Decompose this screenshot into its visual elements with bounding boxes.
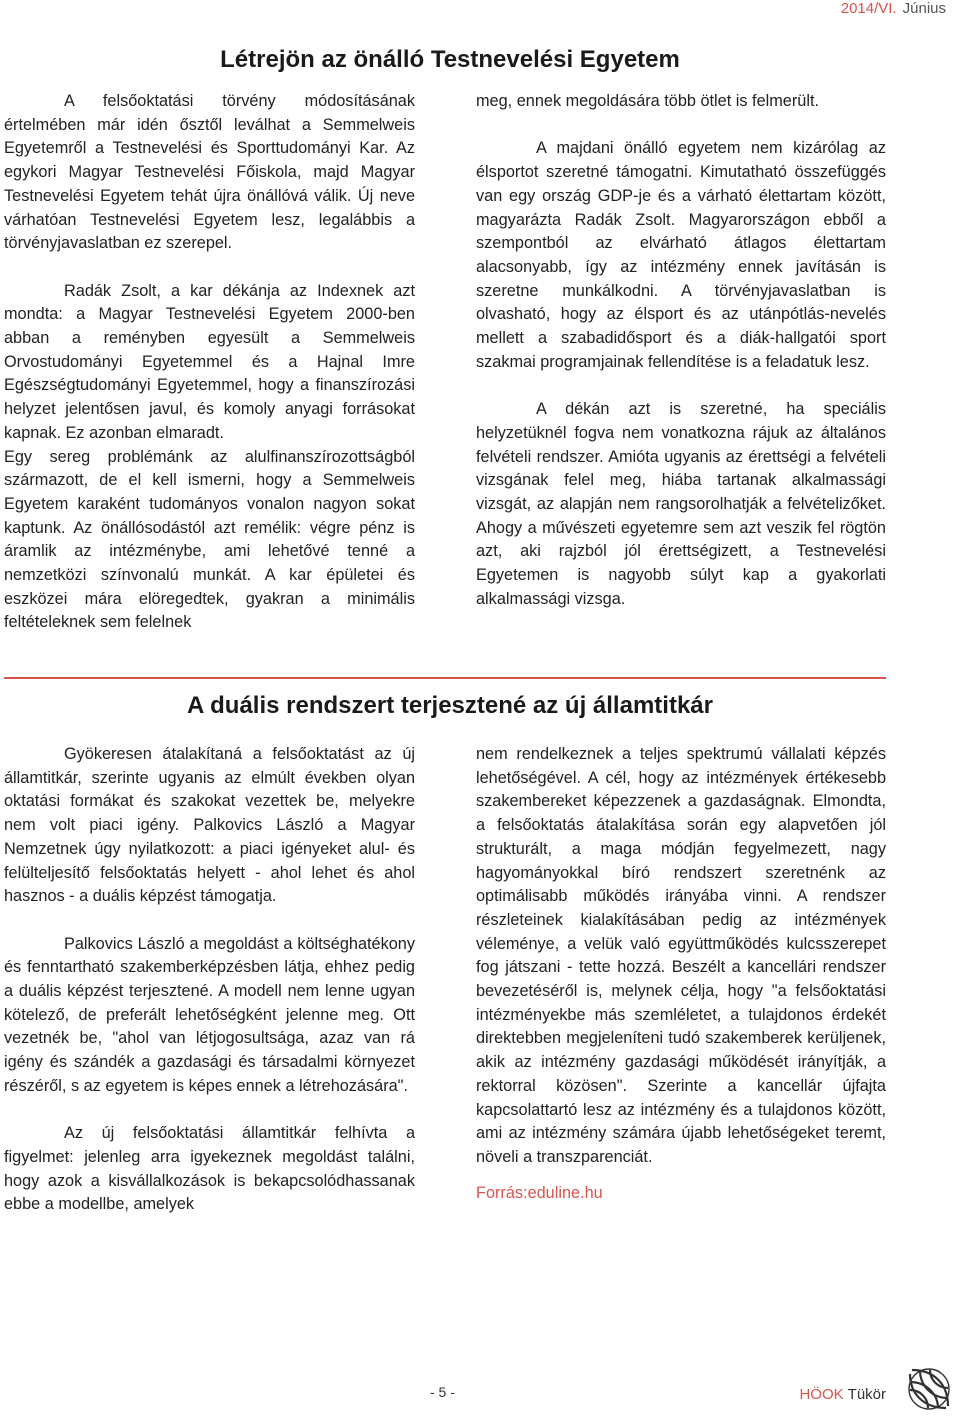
article1-paragraph: Egy sereg problémánk az alulfinanszírozottságból származott, de el kell ismerni, hogy a Semmelweis Egyetem karaként tudományos vonalon nagyon sokat kaptunk. Az önállósodástól azt remélik: végre pénz is áramlik az intézménybe, ami lehetővé tenné a nemzetközi színvonalú munkát. A kar épületei és eszközei mára elöregedtek, gyakran a minimális feltételeknek sem felelnek [4, 447, 415, 632]
article1-left-column [4, 90, 415, 635]
issue-date [841, 0, 946, 18]
article2-paragraph: nem rendelkeznek a teljes spektrumú vállalati képzés lehetőségével. A cél, hogy az intézmények értékesebb szakembereket képezzenek a gazdaságnak. Elmondta, a felsőoktatás átalakítása során egy alapvetően jól strukturált, a maga módján fegyelmezett, nagy hagyományokkal bíró rendszert szeretnénk az optimálisabb működés irányába vinni. A rendszer részleteinek kialakításában pedig az intézmények véleménye, a velük való együttműködés kulcsszerepet fog játszani - tette hozzá. Beszélt a kancellári rendszer bevezetéséről is, melynek célja, hogy "a felsőoktatási intézményekbe más szemléletet, a tulajdonos érdekét direktebben megjeleníteni tudó szakemberek kerüljenek, akik az intézmény gazdasági működését irányítják, a rektorral közösen". Szerinte a kancellár újfajta kapcsolattartó lesz az intézmény és a tulajdonos között, ami az intézmény számára újabb lehetőségeket teremt, növeli a transzparenciát. [476, 745, 886, 1166]
article2-paragraph: Palkovics László a megoldást a költséghatékony és fenntartható szakemberképzésben látja, ehhez pedig a duális képzést terjesztené. A modell nem lenne ugyan kötelező, de preferált lehetőségként jelenne meg. Ott vezetnék be, "ahol van létjogosultsága, azaz van rá igény és szándék a gazdasági és társadalmi környezet részéről, s az egyetem is képes ennek a létrehozására". [4, 934, 415, 1095]
article2-title: A duális rendszert terjesztené az új államtitkár [187, 692, 713, 719]
article2-left-column [4, 743, 415, 1217]
article1-title: Létrejön az önálló Testnevelési Egyetem [220, 46, 680, 73]
brand-hook: HÖOK [799, 1386, 844, 1403]
article1-paragraph: Radák Zsolt, a kar dékánja az Indexnek azt mondta: a Magyar Testnevelési Egyetem 2000-ben abban a reményben egyesült a Semmelweis Orvostudományi Egyetemmel és a Hajnal Imre Egészségtudományi Egyetemmel, hogy a finanszírozási helyzet jelentősen javul, és komoly anyagi forrásokat kapnak. Ez azonban elmaradt. [4, 281, 415, 442]
brand-tukor: Tükör [847, 1386, 886, 1403]
article2-right-column [476, 743, 886, 1205]
article1-paragraph: meg, ennek megoldására több ötlet is felmerült. [476, 92, 819, 110]
issue-year: 2014/VI. [840, 0, 897, 17]
page-number: - 5 - [430, 1384, 455, 1400]
knot-emblem-icon [904, 1364, 954, 1414]
footer-brand [799, 1386, 886, 1403]
article1-paragraph: A felsőoktatási törvény módosításának értelmében már idén ősztől leválhat a Semmelweis Egyetemről a Testnevelési és Sporttudományi Kar. Az egykori Magyar Testnevelési Főiskola, majd Magyar Testnevelési Egyetem tehát újra önállóvá válik. Új neve várhatóan Testnevelési Egyetem lesz, legalábbis a törvényjavaslatban ez szerepel. [4, 92, 415, 253]
article2-paragraph: Gyökeresen átalakítaná a felsőoktatást az új államtitkár, szerinte ugyanis az elmúlt években olyan oktatási formákat és szakokat vezettek be, melyekre nem volt piaci igény. Palkovics László a Magyar Nemzetnek úgy nyilatkozott: a piaci igényeket alul- és felülteljesítő felsőoktatás helyett - ahol lehet és ahol hasznos - a duális képzést támogatja. [4, 745, 415, 906]
article1-paragraph: A majdani önálló egyetem nem kizárólag az élsportot szeretné támogatni. Kimutatható összefüggés van egy ország GDP-je és a várható élettartam között, magyarázta Radák Zsolt. Magyarországon ebből a szempontból az elvárható átlagos élettartam alacsonyabb, így az intézmény ennek javításán is szeretne munkálkodni. A törvényjavaslatban is olvasható, hogy az élsport és az utánpótlás-nevelés mellett a szabadidősport és a diák-hallgatói sport szakmai programjainak fellendítése is a feladatuk lesz. [476, 139, 886, 371]
issue-month: Június [902, 0, 946, 17]
article1-right-column [476, 90, 886, 611]
section-divider [4, 677, 886, 679]
article1-paragraph: A dékán azt is szeretné, ha speciális helyzetüknél fogva nem vonatkozna rájuk az általános felvételi rendszer. Amióta ugyanis az érettségi a felvételi vizsgának felel meg, hiába tartanak alkalmassági vizsgát, az alapján nem rangsorolhatják a felvételizőket. Ahogy a művészeti egyetemre sem azt veszik fel rögtön azt, aki rajzból jól érettségizett, a Testnevelési Egyetemen is nagyobb súlyt kap a gyakorlati alkalmassági vizsga. [476, 400, 886, 608]
source-link[interactable]: Forrás:eduline.hu [476, 1183, 603, 1202]
article2-paragraph: Az új felsőoktatási államtitkár felhívta a figyelmet: jelenleg arra igyekeznek megoldást találni, hogy azok a kisvállalkozások is bekapcsolódhassanak ebbe a modellbe, amelyek [4, 1124, 415, 1214]
